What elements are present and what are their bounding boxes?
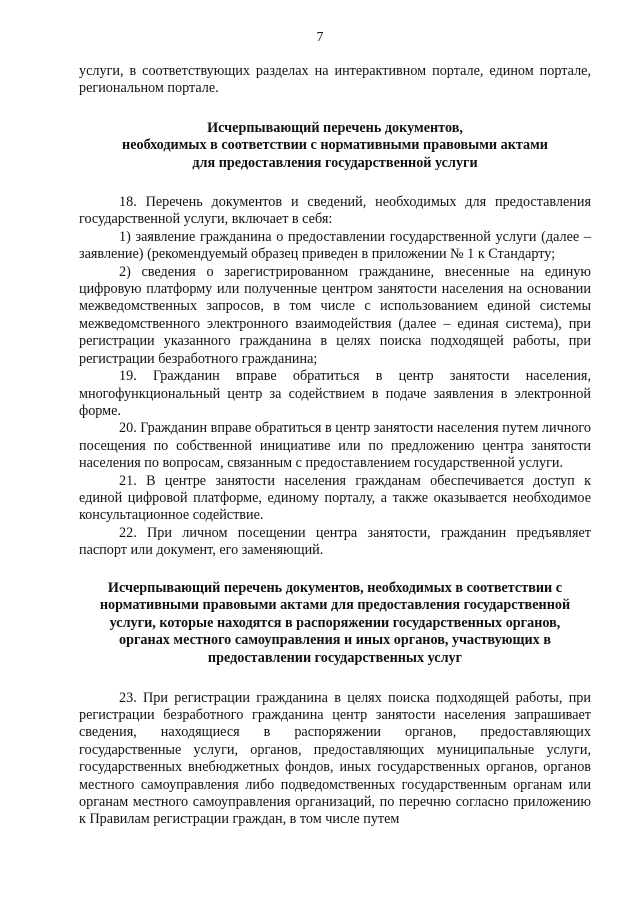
intro-paragraph: услуги, в соответствующих разделах на интерактивном портале, едином портале, региональном портале. (79, 63, 591, 97)
heading-line: для предоставления государственной услуги (192, 154, 478, 171)
paragraph-18-item-1: 1) заявление гражданина о предоставлении государственной услуги (далее – заявление) (рекомендуемый образец приведен в приложении № 1 к Стандарту; (79, 228, 591, 263)
paragraph-23: 23. При регистрации гражданина в целях поиска подходящей работы, при регистрации безработного гражданина центр занятости населения запрашивает сведения, находящиеся в распоряжении органов, предоставляющих государственные услуги, органов, предоставляющих муниципальные услуги, государственных внебюджетных фондов, иных государственных органов, органов местного самоуправления либо подведомственных государственным органам или органам местного самоуправления организаций, по перечню согласно приложению к Правилам регистрации граждан, в том числе путем (79, 689, 591, 828)
heading-line: услуги, которые находятся в распоряжении государственных органов, (109, 614, 561, 631)
paragraph-19: 19. Гражданин вправе обратиться в центр занятости населения, многофункциональный центр за содействием в подаче заявления в электронной форме. (79, 368, 591, 419)
paragraph-20: 20. Гражданин вправе обратиться в центр занятости населения путем личного посещения по собственной инициативе или по предложению центра занятости населения по вопросам, связанным с предоставлением государственной услуги. (79, 420, 591, 472)
document-body (79, 63, 591, 829)
heading-line: необходимых в соответствии с нормативными правовыми актами (122, 137, 548, 154)
section-heading-documents-list (79, 120, 591, 172)
paragraph-18: 18. Перечень документов и сведений, необходимых для предоставления государственной услуги, включает в себя: (79, 194, 591, 228)
heading-line: Исчерпывающий перечень документов, (207, 119, 463, 136)
heading-line: органах местного самоуправления и иных органов, участвующих в (119, 632, 551, 649)
paragraph-18-item-2: 2) сведения о зарегистрированном гражданине, внесенные на единую цифровую платформу или полученные центром занятости населения на основании межведомственных запросов, в том числе с использованием единой системы межведомственного электронного взаимодействия (далее – единая система), при регистрации указанного гражданина в целях поиска подходящей работы, при регистрации безработного гражданина; (79, 263, 591, 367)
heading-line: Исчерпывающий перечень документов, необходимых в соответствии с (107, 579, 563, 596)
heading-line: предоставлении государственных услуг (207, 649, 463, 666)
heading-line: нормативными правовыми актами для предоставления государственной (99, 597, 571, 614)
page-number: 7 (316, 30, 324, 45)
paragraph-22: 22. При личном посещении центра занятости, гражданин предъявляет паспорт или документ, его заменяющий. (79, 524, 591, 559)
paragraph-21: 21. В центре занятости населения гражданам обеспечивается доступ к единой цифровой платформе, единому порталу, а также оказывается необходимое консультационное содействие. (79, 472, 591, 524)
section-heading-interagency-documents (79, 580, 591, 668)
